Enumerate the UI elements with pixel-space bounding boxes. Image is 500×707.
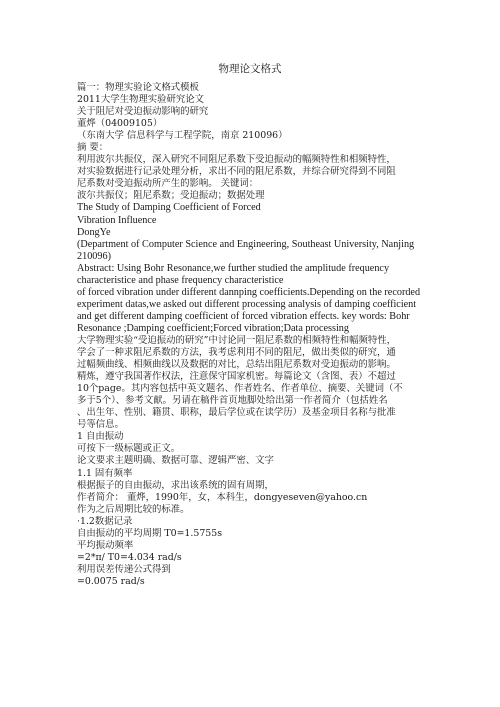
- text-line: 波尔共振仪；阻尼系数；受迫振动；数据处理: [77, 190, 265, 202]
- author-note: 作者简介： 董烨，1990年，女，本科生，dongyeseven@yahoo.cn: [77, 491, 368, 503]
- text-line: 多于5个）、参考文献。另请在稿件首页地脚处给出第一作者简介（包括姓名: [77, 395, 388, 407]
- text-line: 作为之后周期比较的标准。: [77, 503, 190, 515]
- text-line: DongYe: [77, 226, 111, 238]
- text-line: experiment datas,we asked out different processing analysis of damping coefficient: [77, 298, 417, 310]
- text-line: The Study of Damping Coefficient of Forced: [77, 202, 261, 214]
- text-line: 利用误差传递公式得到: [77, 563, 171, 575]
- text-line: (Department of Computer Science and Engineering, Southeast University, Nanjing: [77, 238, 415, 250]
- document-body: [77, 82, 428, 588]
- text-line: and get different damping coefficient of forced vibration effects. key words: Bohr: [77, 310, 410, 322]
- text-line: 210096): [77, 250, 111, 262]
- text-line: 利用波尔共振仪，深入研究不同阻尼系数下受迫振动的幅频特性和相频特性，: [77, 154, 396, 166]
- text-line: 学会了一种求阻尼系数的方法，我考虑利用不同的阻尼，做出类似的研究，通: [77, 347, 396, 359]
- section-heading: 1 自由振动: [77, 431, 124, 443]
- text-line: of forced vibration under different dannping coefficients.Depending on the recorded: [77, 286, 421, 298]
- text-line: Resonance ;Damping coefficient;Forced vibration;Data processing: [77, 322, 349, 334]
- text-line: 董烨（04009105）: [77, 118, 163, 130]
- text-line: 摘 要：: [77, 142, 109, 154]
- text-line: 关于阻尼对受迫振动影响的研究: [77, 106, 209, 118]
- text-line: 论文要求主题明确、数据可靠、逻辑严密、文字: [77, 455, 274, 467]
- text-line: 过幅频曲线、相频曲线以及数据的对比，总结出阻尼系数对受迫振动的影响。: [77, 359, 396, 371]
- formula-line: =2*π/ T0=4.034 rad/s: [77, 551, 182, 563]
- text-line: 自由振动的平均周期 T0=1.5755s: [77, 527, 223, 539]
- section-heading: ·1.2数据记录: [77, 515, 133, 527]
- text-line: （东南大学 信息科学与工程学院，南京 210096）: [77, 130, 288, 142]
- text-line: 、出生年、性别、籍贯、职称，最后学位或在读学历）及基金项目名称与批准: [77, 407, 396, 419]
- formula-line: =0.0075 rad/s: [77, 575, 145, 587]
- text-line: 可按下一级标题或正文。: [77, 443, 181, 455]
- text-line: Vibration Influence: [77, 214, 157, 226]
- text-line: 号等信息。: [77, 419, 124, 431]
- section-heading: 1.1 固有频率: [77, 467, 133, 479]
- text-line: characteristice and phase frequency characteristice: [77, 274, 284, 286]
- text-line: 根据振子的自由振动，求出该系统的固有周期，: [77, 479, 274, 491]
- document-title: 物理论文格式: [218, 63, 282, 75]
- text-line: 对实验数据进行记录处理分析，求出不同的阻尼系数，并综合研究得到不同阻: [77, 166, 396, 178]
- text-line: 大学物理实验“受迫振动的研究”中讨论同一阻尼系数的相频特性和幅频特性，: [77, 334, 396, 346]
- text-line: 2011大学生物理实验研究论文: [77, 94, 204, 106]
- text-line: Abstract: Using Bohr Resonance,we further studied the amplitude frequency: [77, 262, 390, 274]
- text-line: 10个page。其内容包括中英文题名、作者姓名、作者单位、摘要、关键词（不: [77, 383, 403, 395]
- text-line: 平均振动频率: [77, 539, 134, 551]
- text-line: 精炼，遵守我国著作权法，注意保守国家机密。每篇论文（含图、表）不超过: [77, 371, 396, 383]
- text-line: 篇一：物理实验论文格式模板: [77, 82, 199, 93]
- text-line: 尼系数对受迫振动所产生的影响。 关键词：: [77, 178, 259, 190]
